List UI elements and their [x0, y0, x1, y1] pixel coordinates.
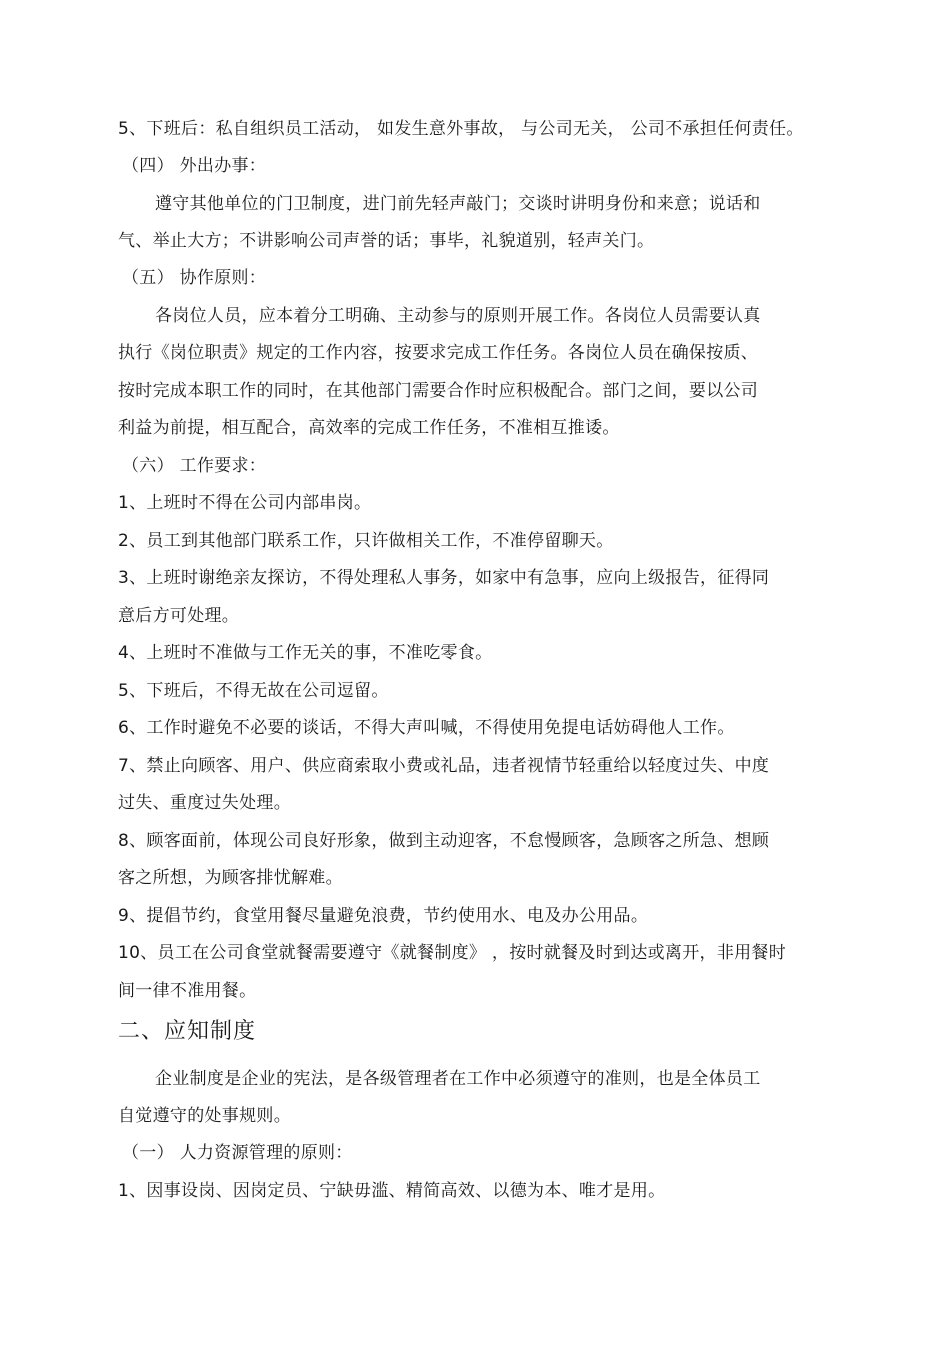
list-item: 8、顾客面前，体现公司良好形象，做到主动迎客，不怠慢顾客，急顾客之所急、想顾 — [118, 831, 770, 851]
section-subheading: （四） 外出办事： — [122, 156, 267, 176]
section-subheading: （一） 人力资源管理的原则： — [122, 1143, 353, 1163]
section-subheading: （五） 协作原则： — [122, 268, 267, 288]
list-item: 1、上班时不得在公司内部串岗。 — [118, 493, 372, 513]
paragraph-line: 遵守其他单位的门卫制度，进门前先轻声敲门；交谈时讲明身份和来意；说话和 — [155, 194, 761, 214]
paragraph-line: 利益为前提，相互配合，高效率的完成工作任务，不准相互推诿。 — [118, 418, 620, 438]
section-subheading: （六） 工作要求： — [122, 456, 267, 476]
paragraph-line: 自觉遵守的处事规则。 — [118, 1106, 291, 1126]
paragraph-line: 5、下班后：私自组织员工活动， 如发生意外事故， 与公司无关， 公司不承担任何责任。 — [118, 119, 804, 139]
list-item-continued: 间一律不准用餐。 — [118, 981, 257, 1001]
list-item-continued: 过失、重度过失处理。 — [118, 793, 291, 813]
paragraph-line: 执行《岗位职责》规定的工作内容，按要求完成工作任务。各岗位人员在确保按质、 — [118, 343, 759, 363]
list-item: 6、工作时避免不必要的谈话，不得大声叫喊，不得使用免提电话妨碍他人工作。 — [118, 718, 735, 738]
list-item: 4、上班时不准做与工作无关的事，不准吃零食。 — [118, 643, 493, 663]
paragraph-line: 各岗位人员，应本着分工明确、主动参与的原则开展工作。各岗位人员需要认真 — [155, 306, 761, 326]
list-item: 10、员工在公司食堂就餐需要遵守《就餐制度》 ，按时就餐及时到达或离开，非用餐时 — [118, 943, 787, 963]
list-item: 1、因事设岗、因岗定员、宁缺毋滥、精简高效、以德为本、唯才是用。 — [118, 1181, 666, 1201]
paragraph-line: 气、举止大方；不讲影响公司声誉的话；事毕，礼貌道别，轻声关门。 — [118, 231, 655, 251]
paragraph-line: 按时完成本职工作的同时，在其他部门需要合作时应积极配合。部门之间，要以公司 — [118, 381, 759, 401]
list-item-continued: 意后方可处理。 — [118, 606, 240, 626]
list-item: 5、下班后，不得无故在公司逗留。 — [118, 681, 389, 701]
list-item: 9、提倡节约，食堂用餐尽量避免浪费，节约使用水、电及办公用品。 — [118, 906, 649, 926]
list-item: 3、上班时谢绝亲友探访，不得处理私人事务，如家中有急事，应向上级报告，征得同 — [118, 568, 770, 588]
section-heading: 二、应知制度 — [118, 1019, 257, 1044]
paragraph-line: 企业制度是企业的宪法，是各级管理者在工作中必须遵守的准则，也是全体员工 — [155, 1069, 761, 1089]
list-item-continued: 客之所想，为顾客排忧解难。 — [118, 868, 343, 888]
list-item: 7、禁止向顾客、用户、供应商索取小费或礼品，违者视情节轻重给以轻度过失、中度 — [118, 756, 770, 776]
list-item: 2、员工到其他部门联系工作，只许做相关工作，不准停留聊天。 — [118, 531, 614, 551]
